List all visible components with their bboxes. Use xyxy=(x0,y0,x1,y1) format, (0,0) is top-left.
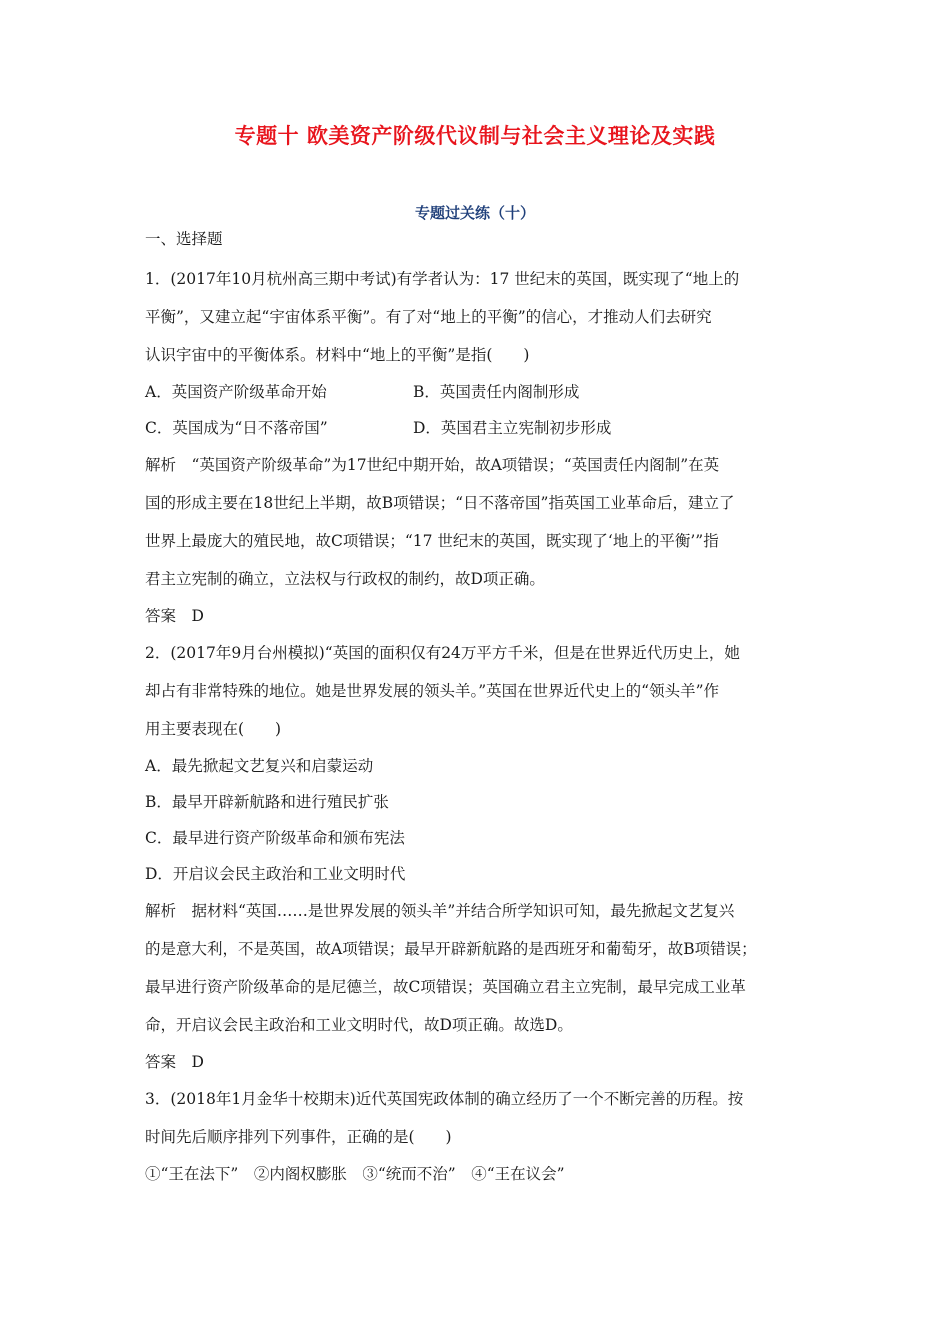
analysis-line: 的是意大利，不是英国，故A项错误；最早开辟新航路的是西班牙和葡萄牙，故B项错误； xyxy=(145,940,757,958)
question-2-line: 2．(2017年9月台州模拟)“英国的面积仅有24万平方千米，但是在世界近代历史上，她 xyxy=(145,644,740,662)
option-d: D．开启议会民主政治和工业文明时代 xyxy=(145,865,406,883)
option-d: D．英国君主立宪制初步形成 xyxy=(413,419,612,437)
analysis-line: 命，开启议会民主政治和工业文明时代，故D项正确。故选D。 xyxy=(145,1016,573,1034)
question-3-stem xyxy=(145,1080,807,1156)
option-b: B．最早开辟新航路和进行殖民扩张 xyxy=(145,793,389,811)
option-c: C．最早进行资产阶级革命和颁布宪法 xyxy=(145,829,405,847)
question-1-options-row-2 xyxy=(145,410,807,446)
analysis-line: 世界上最庞大的殖民地，故C项错误；“17 世纪末的英国，既实现了‘地上的平衡’”指 xyxy=(145,532,719,550)
analysis-line: 解析 “英国资产阶级革命”为17世纪中期开始，故A项错误；“英国责任内阁制”在英 xyxy=(145,456,720,474)
page-subtitle: 专题过关练（十） xyxy=(414,204,535,222)
question-1-line: 平衡”，又建立起“宇宙体系平衡”。有了对“地上的平衡”的信心，才推动人们去研究 xyxy=(145,308,712,326)
analysis-line: 国的形成主要在18世纪上半期，故B项错误；“日不落帝国”指英国工业革命后，建立了 xyxy=(145,494,735,512)
question-2-line: 用主要表现在( ) xyxy=(145,720,282,738)
page-title: 专题十 欧美资产阶级代议制与社会主义理论及实践 xyxy=(234,124,716,148)
question-1 xyxy=(145,260,807,634)
question-3-items: ①“王在法下” ②内阁权膨胀 ③“统而不治” ④“王在议会” xyxy=(145,1165,565,1183)
question-2 xyxy=(145,634,807,1080)
document-body xyxy=(145,226,807,1192)
question-1-stem xyxy=(145,260,807,374)
question-3-line: 3．(2018年1月金华十校期末)近代英国宪政体制的确立经历了一个不断完善的历程。按 xyxy=(145,1090,744,1108)
question-2-answer: 答案 D xyxy=(145,1053,204,1071)
analysis-line: 最早进行资产阶级革命的是尼德兰，故C项错误；英国确立君主立宪制，最早完成工业革 xyxy=(145,978,746,996)
question-1-line: 认识宇宙中的平衡体系。材料中“地上的平衡”是指( ) xyxy=(145,346,530,364)
option-b: B．英国责任内阁制形成 xyxy=(413,383,580,401)
question-1-analysis xyxy=(145,446,807,598)
analysis-line: 君主立宪制的确立，立法权与行政权的制约，故D项正确。 xyxy=(145,570,545,588)
option-a: A．最先掀起文艺复兴和启蒙运动 xyxy=(145,757,374,775)
question-2-analysis xyxy=(145,892,807,1044)
section-heading: 一、选择题 xyxy=(145,230,223,248)
question-1-options-row-1 xyxy=(145,374,807,410)
option-c: C．英国成为“日不落帝国” xyxy=(145,419,328,437)
question-3-line: 时间先后顺序排列下列事件，正确的是( ) xyxy=(145,1128,452,1146)
question-2-stem xyxy=(145,634,807,748)
question-1-line: 1．(2017年10月杭州高三期中考试)有学者认为：17 世纪末的英国，既实现了“地上的 xyxy=(145,270,740,288)
analysis-line: 解析 据材料“英国……是世界发展的领头羊”并结合所学知识可知，最先掀起文艺复兴 xyxy=(145,902,735,920)
question-1-answer: 答案 D xyxy=(145,607,204,625)
question-2-line: 却占有非常特殊的地位。她是世界发展的领头羊。”英国在世界近代史上的“领头羊”作 xyxy=(145,682,720,700)
option-a: A．英国资产阶级革命开始 xyxy=(145,383,327,401)
question-3 xyxy=(145,1080,807,1192)
